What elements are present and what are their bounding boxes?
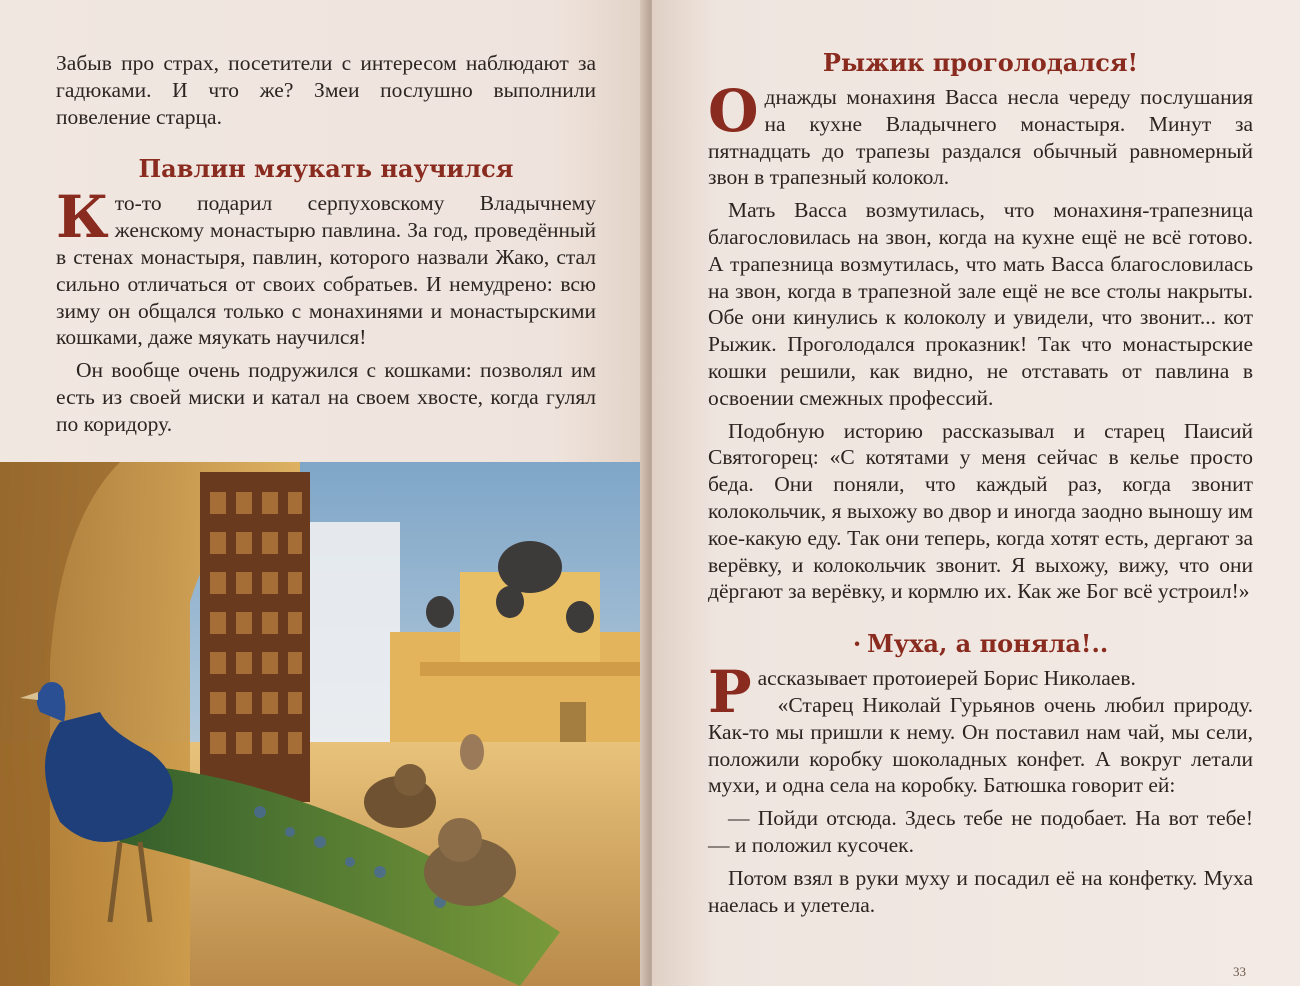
ryzhik-paragraph-2: Мать Васса возмутилась, что монахиня-трапезница благословилась на звон, когда на кухне ещё не всё готово. А трапезница возмутилась, что мать Васса благословилась на звон, когда в трапезной зале ещё не все столы накрыты. Обе они кинулись к колоколу и увидели, что звонит... кот Рыжик. Проголодался проказник! Так что монастырские кошки решили, как видно, не отставать от павлина в освоении смежных профессий. [708,198,1253,410]
heading-fly [708,629,1253,659]
peacock-paragraph-1 [56,183,596,351]
fly-paragraph-2: «Старец Николай Гурьянов очень любил природу. Как-то мы пришли к нему. Он поставил нам чай, мы сели, положили коробку шоколадных конфет. А вокруг летали мухи, и одна села на коробку. Батюшка говорит ей: [708,692,1253,798]
heading-peacock: Павлин мяукать научился [138,154,514,184]
heading-bullet: · [852,629,862,659]
fly-paragraph-3: — Пойди отсюда. Здесь тебе не подобает. На вот тебе! — и положил кусочек. [708,806,1253,857]
drop-cap: О [708,77,759,145]
peacock-paragraph-1-text: то-то подарил серпуховскому Владычнему женскому монастырю павлина. За год, проведённый в стенах монастыря, павлин, которого назвали Жако, стал сильно отличаться от своих собратьев. И немудрено: всю зиму он общался только с монахинями и монастырскими кошками, даже мяукать научился! [56,191,596,350]
right-text-column [708,48,1253,918]
peacock-paragraph-2: Он вообще очень подружился с кошками: позволял им есть из своей миски и катал на своем хвосте, когда гулял по коридору. [56,358,596,436]
intro-paragraph: Забыв про страх, посетители с интересом наблюдают за гадюками. И что же? Змеи послушно выполнили повеление старца. [56,51,596,129]
illustration-peacock-monastery [0,462,648,986]
left-text-column [56,50,596,438]
drop-cap: Р [708,658,752,727]
heading-fly-text: Муха, а поняла!.. [867,629,1109,659]
fly-paragraph-4: Потом взял в руки муху и посадил её на конфетку. Муха наелась и улетела. [708,865,1253,917]
heading-ryzhik: Рыжик проголодался! [822,48,1139,77]
fly-paragraph-1-text: ассказывает протоиерей Борис Николаев. [757,666,1136,691]
ryzhik-paragraph-1 [708,77,1253,191]
ryzhik-paragraph-1-text: днажды монахиня Васса несла череду послушания на кухне Владычнего монастыря. Минут за пятнадцать до трапезы раздался обычный равномерный звон в трапезный колокол. [708,85,1253,190]
drop-cap: К [56,183,109,252]
fly-paragraph-1 [708,658,1253,727]
paisiy-paragraph: Подобную историю рассказывал и старец Паисий Святогорец: «С котятами у меня сейчас в келье просто беда. Они поняли, что каждый раз, когда звонит колокольчик, я выхожу во двор и иногда заодно выношу им кое-какую еду. Так они теперь, когда хотят есть, дергают за верёвку, и колокольчик звонит. Я выхожу, вижу, что они дёргают за верёвку, и кормлю их. Как же Бог всё устроил!» [708,418,1253,604]
right-page [652,0,1300,986]
monastery-painting [0,462,648,986]
page-number: 33 [1233,964,1246,979]
left-page [0,0,648,986]
